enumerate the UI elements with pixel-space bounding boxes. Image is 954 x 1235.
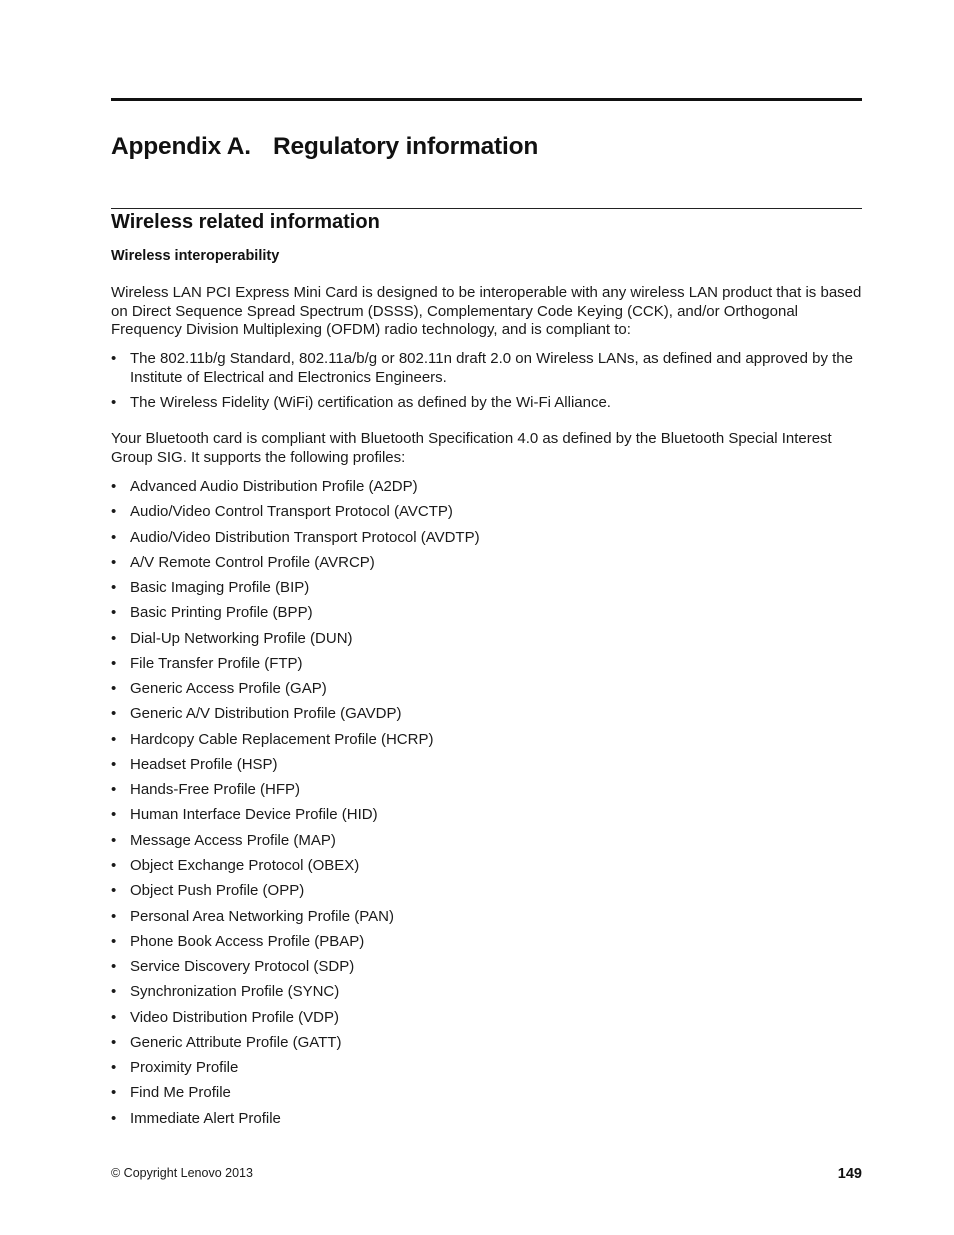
chapter-top-rule (111, 98, 862, 101)
list-item-text: Video Distribution Profile (VDP) (130, 1008, 339, 1026)
bullet: • (111, 932, 117, 950)
list-item-text: Immediate Alert Profile (130, 1109, 281, 1127)
list-item (111, 704, 611, 729)
list-item (111, 881, 611, 906)
bullet: • (111, 983, 117, 1001)
list-item (111, 393, 871, 412)
list-item (111, 932, 611, 957)
section-rule (111, 208, 862, 209)
list-item-text: A/V Remote Control Profile (AVRCP) (130, 553, 375, 571)
list-item (111, 805, 611, 830)
list-item (111, 957, 611, 982)
bullet: • (111, 882, 117, 900)
list-item-text: Dial-Up Networking Profile (DUN) (130, 629, 353, 647)
list-item-text: Basic Imaging Profile (BIP) (130, 579, 310, 597)
bullet: • (111, 781, 117, 799)
bullet: • (111, 806, 117, 824)
list-item (111, 679, 611, 704)
list-item (111, 1033, 611, 1058)
bullet: • (111, 831, 117, 849)
bullet: • (111, 856, 117, 874)
list-item-text: Generic A/V Distribution Profile (GAVDP) (130, 705, 402, 723)
bullet: • (111, 705, 117, 723)
list-item (111, 629, 611, 654)
list-item-text: Hands-Free Profile (HFP) (130, 781, 301, 799)
bullet: • (111, 1109, 117, 1127)
list-item-text: Human Interface Device Profile (HID) (130, 806, 378, 824)
list-item-text: Proximity Profile (130, 1059, 239, 1077)
list-item (111, 755, 611, 780)
list-item (111, 603, 611, 628)
bullet: • (111, 528, 117, 546)
chapter-title-text: Regulatory information (273, 133, 539, 160)
bullet: • (111, 629, 117, 647)
list-item-text: The 802.11b/g Standard, 802.11a/b/g or 802.11n draft 2.0 on Wireless LANs, as defined and approved by the Institute of Electrical and Electronics Engineers. (130, 350, 853, 386)
list-item-text: File Transfer Profile (FTP) (130, 654, 303, 672)
bullet: • (111, 730, 117, 748)
list-item (111, 982, 611, 1007)
list-item (111, 349, 871, 387)
bullet: • (111, 958, 117, 976)
list-item (111, 856, 611, 881)
list-item-text: Object Exchange Protocol (OBEX) (130, 856, 360, 874)
list-item-text: Basic Printing Profile (BPP) (130, 604, 313, 622)
list-item-text: Phone Book Access Profile (PBAP) (130, 932, 365, 950)
list-item-text: Service Discovery Protocol (SDP) (130, 958, 355, 976)
list-item (111, 1008, 611, 1033)
list-item (111, 907, 611, 932)
bullet: • (111, 654, 117, 672)
list-item (111, 1109, 611, 1134)
list-item-text: Generic Access Profile (GAP) (130, 680, 327, 698)
list-item-text: Object Push Profile (OPP) (130, 882, 305, 900)
list-item (111, 780, 611, 805)
list-item (111, 553, 611, 578)
bullet: • (111, 604, 117, 622)
list-item-text: Audio/Video Control Transport Protocol (AVCTP) (130, 503, 453, 521)
page-number: 149 (837, 1166, 862, 1182)
bullet: • (111, 755, 117, 773)
chapter-number: Appendix A. (111, 133, 251, 160)
footer-copyright: © Copyright Lenovo 2013 (111, 1166, 253, 1180)
bluetooth-profiles-list (111, 477, 611, 1134)
list-item (111, 831, 611, 856)
list-item (111, 654, 611, 679)
list-item (111, 1083, 611, 1108)
bullet: • (111, 1059, 117, 1077)
section-title: Wireless related information (111, 211, 380, 233)
list-item (111, 502, 611, 527)
bullet: • (111, 680, 117, 698)
list-item-text: Message Access Profile (MAP) (130, 831, 336, 849)
list-item-text: Find Me Profile (130, 1084, 231, 1102)
list-item (111, 477, 611, 502)
list-item (111, 578, 611, 603)
bullet: • (111, 907, 117, 925)
compliance-list (111, 349, 871, 418)
bullet: • (111, 1084, 117, 1102)
list-item-text: Advanced Audio Distribution Profile (A2DP) (130, 478, 418, 495)
bluetooth-paragraph: Your Bluetooth card is compliant with Bluetooth Specification 4.0 as defined by the Bluetooth Special Interest Group SIG. It supports the following profiles: (111, 430, 832, 466)
bullet: • (111, 503, 117, 521)
chapter-title (111, 133, 538, 161)
bullet: • (111, 478, 117, 495)
bullet: • (111, 1033, 117, 1051)
bullet: • (111, 579, 117, 597)
list-item-text: The Wireless Fidelity (WiFi) certification as defined by the Wi-Fi Alliance. (130, 394, 611, 411)
subsection-title: Wireless interoperability (111, 248, 280, 264)
list-item-text: Hardcopy Cable Replacement Profile (HCRP) (130, 730, 434, 748)
list-item-text: Personal Area Networking Profile (PAN) (130, 907, 394, 925)
intro-paragraph: Wireless LAN PCI Express Mini Card is designed to be interoperable with any wireless LAN product that is based on Direct Sequence Spread Spectrum (DSSS), Complementary Code Keying (CCK), and/or Orthogonal Frequency Division Multiplexing (OFDM) radio technology, and is compliant to: (111, 284, 862, 338)
bullet: • (111, 1008, 117, 1026)
list-item-text: Synchronization Profile (SYNC) (130, 983, 340, 1001)
list-item (111, 730, 611, 755)
bullet: • (111, 350, 117, 367)
list-item (111, 1058, 611, 1083)
list-item-text: Headset Profile (HSP) (130, 755, 278, 773)
bullet: • (111, 553, 117, 571)
list-item-text: Audio/Video Distribution Transport Protocol (AVDTP) (130, 528, 480, 546)
bullet: • (111, 394, 117, 411)
list-item (111, 528, 611, 553)
list-item-text: Generic Attribute Profile (GATT) (130, 1033, 342, 1051)
